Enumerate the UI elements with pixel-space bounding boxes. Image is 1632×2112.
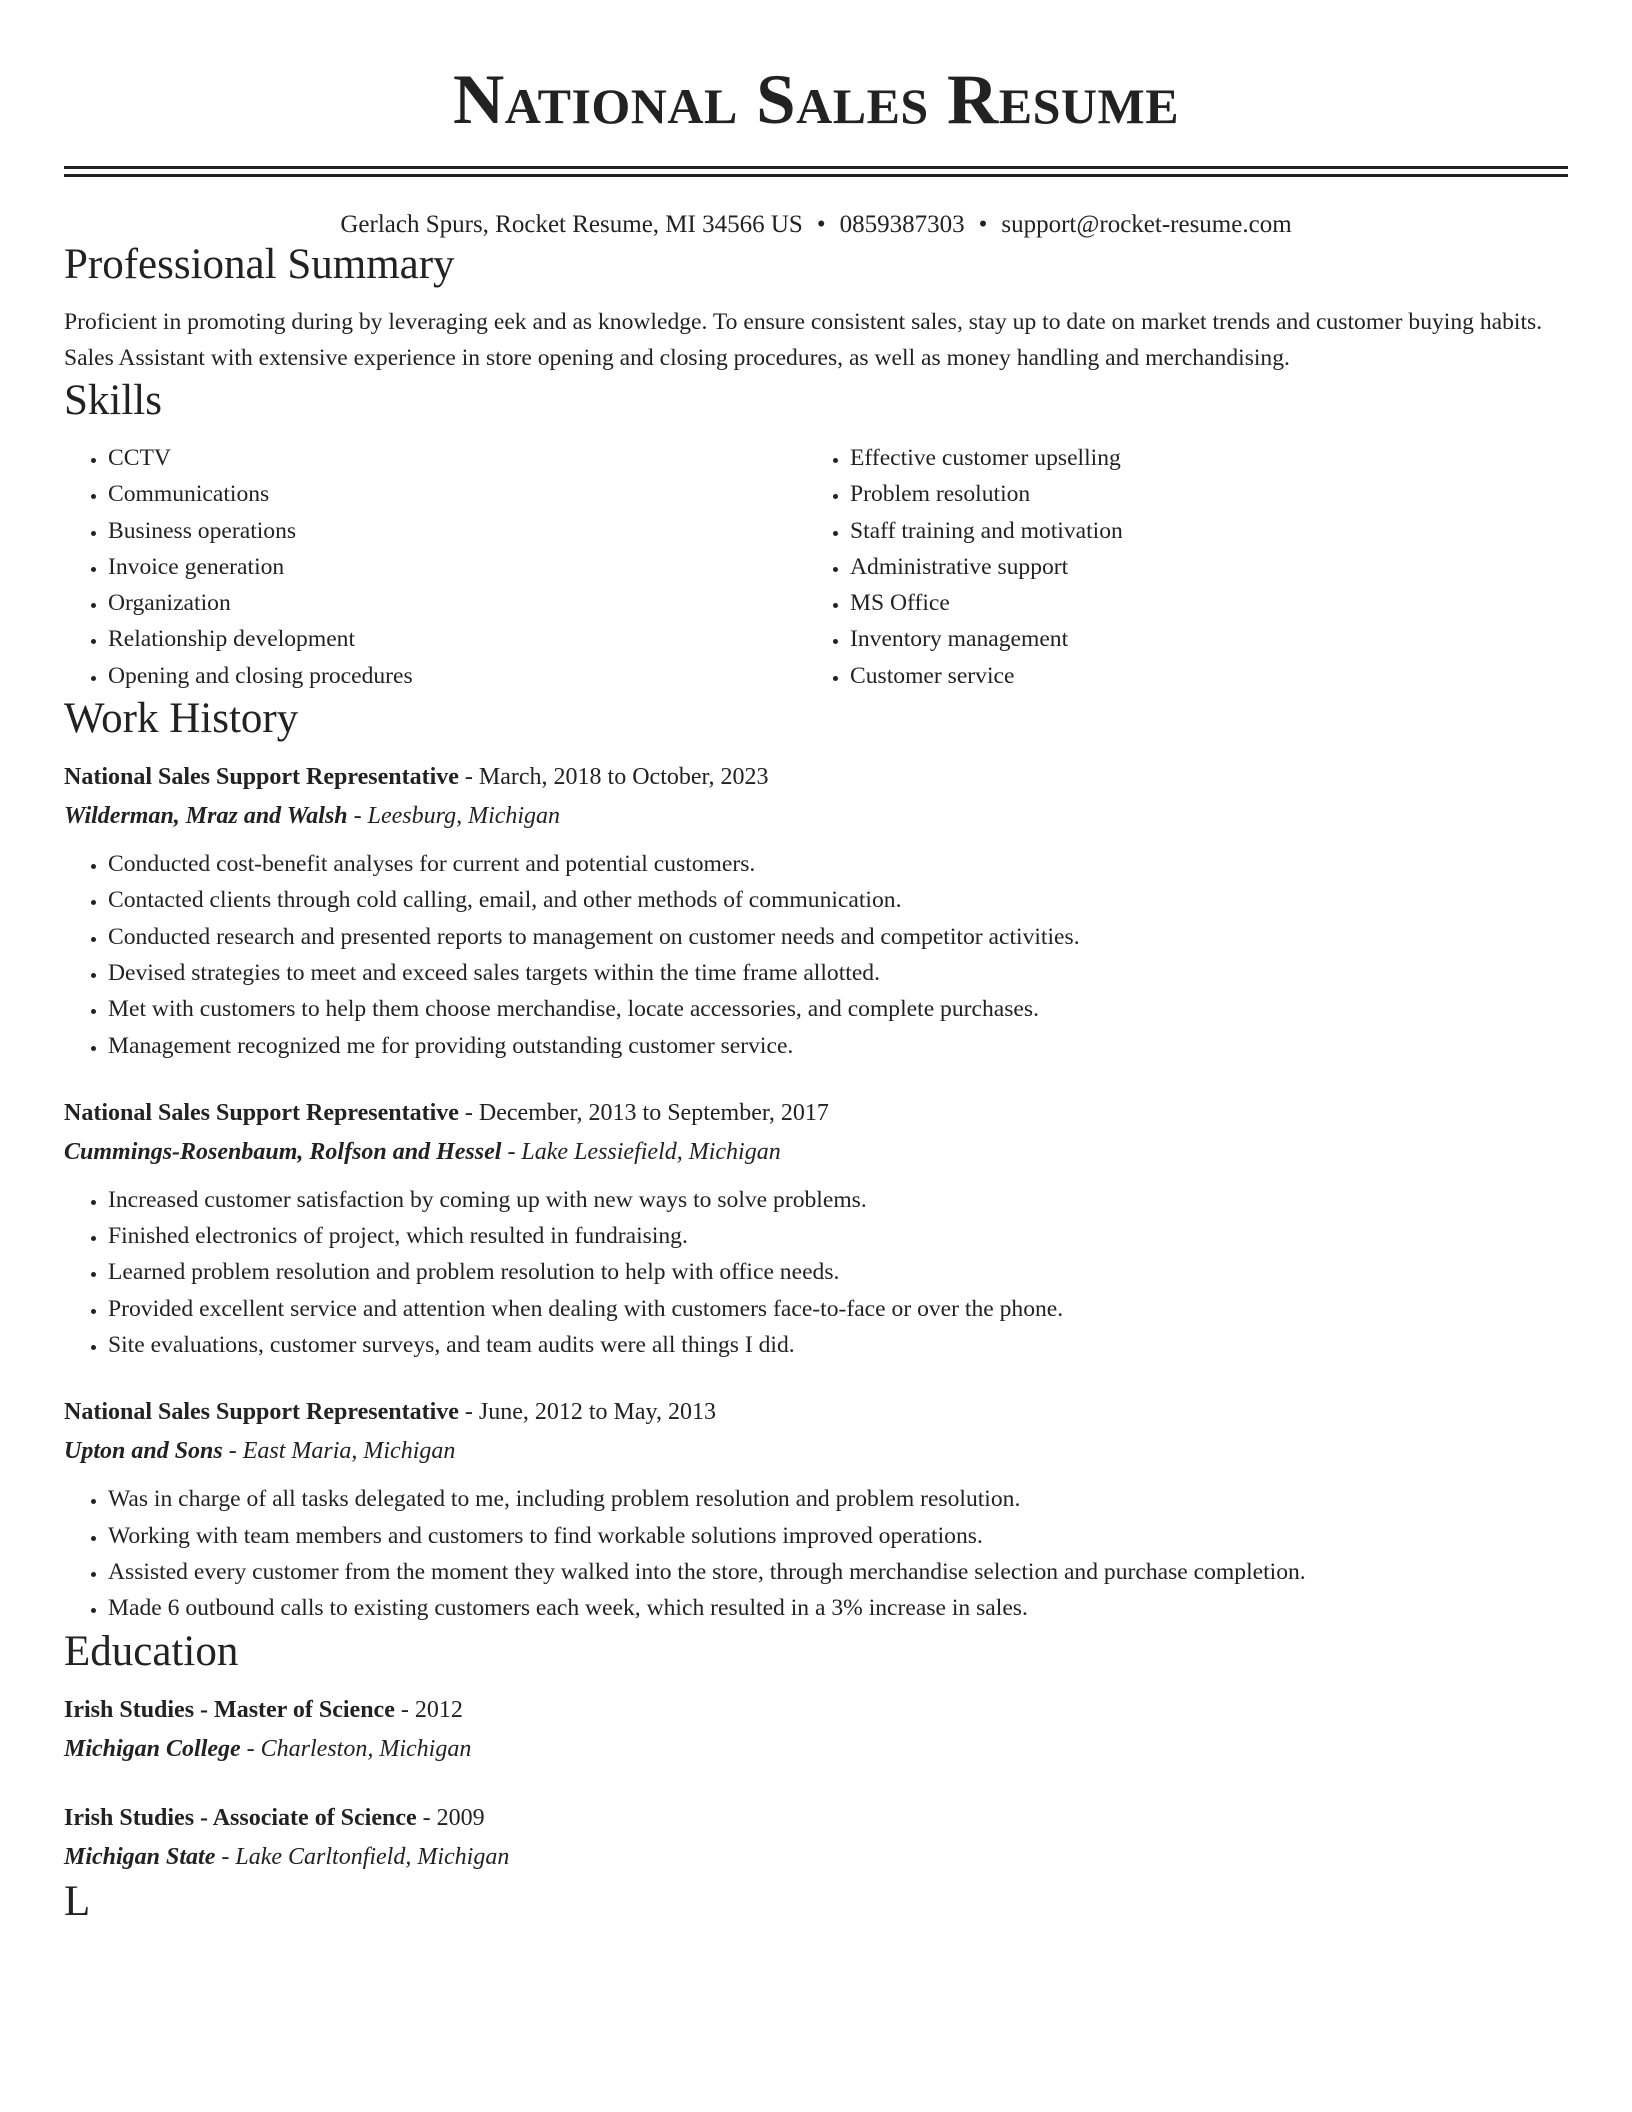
summary-text: Proficient in promoting during by leveraging eek and as knowledge. To ensure consistent sales, stay up to date on market trends and customer buying habits. Sales Assistant with extensive experience in store opening and closing procedures, as well as money handling and merchandising.	[64, 309, 1543, 371]
skills-column-right	[806, 440, 1548, 694]
job-bullet: • Management recognized me for providing outstanding customer service.	[108, 1028, 1568, 1064]
contact-phone: 0859387303	[839, 211, 965, 238]
skill-item: • CCTV	[108, 440, 806, 476]
skill-item: • Effective customer upselling	[850, 440, 1548, 476]
job-bullet: • Was in charge of all tasks delegated to me, including problem resolution and problem resolution.	[108, 1481, 1568, 1517]
job-title-line	[64, 758, 1568, 796]
summary-heading: Professional Summary	[64, 241, 455, 288]
education-school-line	[64, 1729, 1568, 1769]
contact-separator: •	[978, 211, 988, 238]
skill-item: • Inventory management	[850, 621, 1548, 657]
job-company: Wilderman, Mraz and Walsh	[64, 803, 348, 830]
skills-column-left	[64, 440, 806, 694]
job-entry	[64, 1393, 1568, 1626]
job-company-line	[64, 1132, 1568, 1172]
job-bullet: • Increased customer satisfaction by coming up with new ways to solve problems.	[108, 1182, 1568, 1218]
job-bullet: • Provided excellent service and attention when dealing with customers face-to-face or over the phone.	[108, 1291, 1568, 1327]
job-bullet: • Assisted every customer from the moment they walked into the store, through merchandise selection and purchase completion.	[108, 1554, 1568, 1590]
job-bullet: • Met with customers to help them choose merchandise, locate accessories, and complete purchases.	[108, 991, 1568, 1027]
job-entry	[64, 758, 1568, 1064]
job-title-line	[64, 1094, 1568, 1132]
education-heading: Education	[64, 1627, 239, 1675]
education-location: - Charleston, Michigan	[240, 1735, 472, 1762]
job-title-line	[64, 1393, 1568, 1431]
job-bullets	[64, 1182, 1568, 1363]
education-school: Michigan State	[64, 1843, 216, 1870]
cut-off-section-heading: L	[64, 1877, 91, 1925]
contact-address: Gerlach Spurs, Rocket Resume, MI 34566 US	[340, 211, 803, 238]
education-school-line	[64, 1837, 1568, 1877]
job-company-line	[64, 796, 1568, 836]
skills-list	[64, 440, 1568, 694]
job-title: National Sales Support Representative	[64, 1399, 459, 1426]
job-bullet: • Finished electronics of project, which resulted in fundraising.	[108, 1218, 1568, 1254]
resume-title: National Sales Resume	[452, 61, 1180, 139]
job-company: Cummings-Rosenbaum, Rolfson and Hessel	[64, 1138, 502, 1165]
education-degree-line	[64, 1691, 1568, 1729]
education-degree: Irish Studies - Associate of Science	[64, 1804, 417, 1831]
job-location: - East Maria, Michigan	[222, 1438, 456, 1465]
skill-item: • Invoice generation	[108, 549, 806, 585]
contact-line	[64, 210, 1568, 240]
education-school: Michigan College	[64, 1735, 241, 1762]
job-dates: - December, 2013 to September, 2017	[458, 1099, 829, 1126]
job-bullet: • Conducted cost-benefit analyses for current and potential customers.	[108, 846, 1568, 882]
skill-item: • MS Office	[850, 585, 1548, 621]
job-dates: - March, 2018 to October, 2023	[458, 764, 769, 791]
education-location: - Lake Carltonfield, Michigan	[215, 1843, 510, 1870]
education-entry	[64, 1799, 1568, 1877]
job-title: National Sales Support Representative	[64, 764, 459, 791]
job-bullets	[64, 846, 1568, 1064]
title-divider	[64, 166, 1568, 177]
skill-item: • Administrative support	[850, 549, 1548, 585]
job-bullet: • Site evaluations, customer surveys, and team audits were all things I did.	[108, 1327, 1568, 1363]
skill-item: • Staff training and motivation	[850, 513, 1548, 549]
skill-item: • Customer service	[850, 658, 1548, 694]
skill-item: • Communications	[108, 476, 806, 512]
work-history-heading: Work History	[64, 695, 299, 743]
job-dates: - June, 2012 to May, 2013	[458, 1399, 716, 1426]
job-bullet: • Conducted research and presented reports to management on customer needs and competitor activities.	[108, 919, 1568, 955]
education-year: - 2009	[416, 1804, 485, 1831]
skill-item: • Relationship development	[108, 621, 806, 657]
education-degree: Irish Studies - Master of Science	[64, 1696, 395, 1723]
education-entry	[64, 1691, 1568, 1769]
skills-heading: Skills	[64, 377, 162, 424]
job-location: - Leesburg, Michigan	[347, 803, 561, 830]
job-bullet: • Devised strategies to meet and exceed sales targets within the time frame allotted.	[108, 955, 1568, 991]
job-location: - Lake Lessiefield, Michigan	[501, 1138, 781, 1165]
job-bullet: • Working with team members and customers to find workable solutions improved operations.	[108, 1518, 1568, 1554]
skill-item: • Problem resolution	[850, 476, 1548, 512]
job-bullet: • Made 6 outbound calls to existing customers each week, which resulted in a 3% increase in sales.	[108, 1590, 1568, 1626]
job-entry	[64, 1094, 1568, 1363]
skill-item: • Organization	[108, 585, 806, 621]
education-degree-line	[64, 1799, 1568, 1837]
skill-item: • Business operations	[108, 513, 806, 549]
job-bullet: • Contacted clients through cold calling, email, and other methods of communication.	[108, 882, 1568, 918]
resume-page	[64, 0, 1568, 1925]
job-bullets	[64, 1481, 1568, 1626]
skill-item: • Opening and closing procedures	[108, 658, 806, 694]
job-company: Upton and Sons	[64, 1438, 223, 1465]
education-year: - 2012	[394, 1696, 463, 1723]
contact-email: support@rocket-resume.com	[1001, 211, 1292, 238]
contact-separator: •	[816, 211, 826, 238]
job-bullet: • Learned problem resolution and problem resolution to help with office needs.	[108, 1254, 1568, 1290]
job-title: National Sales Support Representative	[64, 1099, 459, 1126]
job-company-line	[64, 1431, 1568, 1471]
